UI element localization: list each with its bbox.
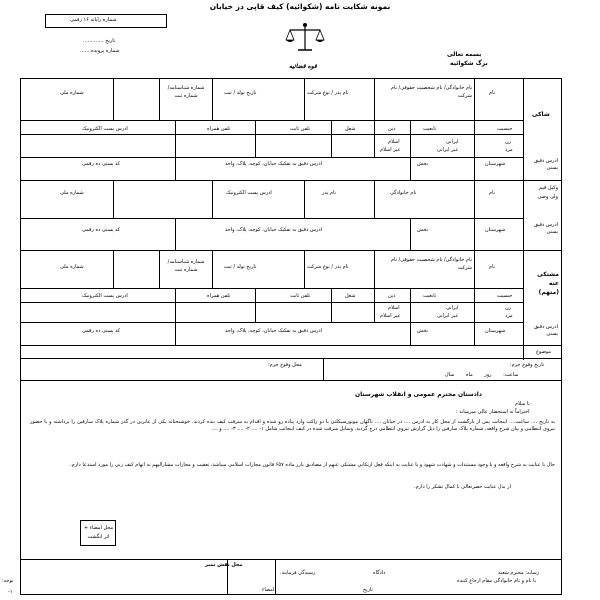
- row-line: [20, 380, 562, 381]
- accused-id-label: شماره شناسنامه/ شماره ثبت: [167, 259, 205, 273]
- ref-number-label: شماره رایانه ۱۶ رقمی: [70, 17, 117, 23]
- col-line: [410, 218, 411, 250]
- complainant-iranian: ایرانی: [446, 139, 459, 145]
- complainant-birth-label: تاریخ تولد / ثبت: [224, 90, 257, 96]
- col-line: [410, 322, 411, 345]
- lawyer-address-label: ادرس دقیق پستی: [533, 222, 558, 235]
- note-label: توجه:: [2, 578, 14, 584]
- col-line: [304, 250, 305, 288]
- col-line: [474, 180, 475, 250]
- col-line: [255, 288, 256, 322]
- col-line: [410, 288, 411, 322]
- bismillah: بسمه تعالی: [447, 51, 482, 58]
- complainant-national-id-label: شماره ملی: [60, 90, 84, 96]
- col-line: [374, 78, 375, 120]
- accused-male: مرد: [505, 313, 513, 319]
- accused-phone-label: تلفن ثابت: [290, 293, 311, 299]
- signature-label: محل امضاء + اثر انگشت: [83, 525, 114, 540]
- complainant-job-label: شغل: [345, 126, 356, 132]
- lawyer-email-label: ادرس پست الکترونیک: [226, 190, 272, 196]
- complainant-gender-label: جنسیت: [497, 126, 513, 132]
- col-line: [227, 559, 228, 595]
- col-line: [275, 559, 276, 595]
- row-line: [20, 157, 523, 158]
- complainant-district-label: بخش: [417, 161, 428, 167]
- row-line: [20, 288, 523, 289]
- complainant-islam: اسلام: [388, 139, 400, 145]
- complainant-family-label: نام خانوادگی/ نام شخصیت حقوقی/ نام شرکت: [390, 85, 472, 99]
- complainant-male: مرد: [505, 147, 513, 153]
- col-line: [212, 250, 213, 288]
- accused-district-label: بخش: [417, 328, 428, 334]
- page-title: نمونه شکایت نامه (شکوائیه) کیف قاپی در خیابان: [209, 2, 391, 11]
- col-line: [304, 180, 305, 218]
- complainant-mobile-label: تلفن همراه: [207, 126, 231, 132]
- col-line: [175, 120, 176, 157]
- col-line: [374, 120, 375, 157]
- col-line: [255, 120, 256, 157]
- logo-text: قوه قضائیه: [289, 63, 317, 70]
- col-line: [374, 180, 375, 218]
- form-name: برگ شکوائیه: [450, 60, 488, 67]
- col-line: [474, 288, 475, 322]
- lawyer-city-label: شهرستان: [485, 227, 506, 233]
- lawyer-family-label: نام خانوادگی: [390, 190, 417, 196]
- row-line: [20, 322, 523, 323]
- greeting: با سلام: [515, 401, 530, 407]
- crime-place-label: محل وقوع جرم:: [268, 362, 302, 368]
- body-paragraph-3: از بذل عنایت حضرتعالی با کمال تشکر را دارم.: [414, 484, 511, 490]
- complainant-phone-label: تلفن ثابت: [290, 126, 311, 132]
- col-line: [212, 78, 213, 120]
- col-line: [113, 78, 114, 120]
- accused-name-label: نام: [489, 264, 496, 270]
- complainant-father-label: نام پدر / نوع شرکت: [307, 90, 349, 96]
- lawyer-section-label: وکیل قیم ولی وصی: [537, 185, 558, 200]
- col-line: [113, 180, 114, 218]
- main-form: [20, 78, 562, 595]
- body-paragraph-1: به تاریخ .... ساعت.... اینجانب پس از بازگشت از محل کار به ادرس .... در خیابان .... تاگهان موتورسیکلتی با دو راکب وارد پیاده رو شده و اقدام به سرقت کیف بنده کردند. خوشبختانه یکی از عابرین در گذر شماره پلاک سارقین را برداشته و با حضور نیروی انتظامی و بیان شرح واقعه، شماره پلاک سارقین را ذیل گزارش نیروی انتظامی درج گردید. وسایل سرقت شده در کیف اینجانب شامل ۱- .... ۲- .... ۳- .... و ....: [30, 419, 555, 432]
- lawyer-father-label: نام پدر: [322, 190, 337, 196]
- accused-islam: اسلام: [388, 305, 400, 311]
- body-paragraph-2: حال با عنایت به شرح واقعه و با وجود مستندات و شهادت شهود و با عنایت به اینکه فعل ارتکابی مشتکی عنهم از مصادیق بارز ماده ۶۵۷ قانون مجازات اسلامی میباشد، تعقیب و مجازات مشارالیهم به اتهام کیف زنی را مورد استدعا دارم.: [70, 462, 555, 468]
- col-line: [331, 120, 332, 157]
- col-line: [175, 157, 176, 180]
- lawyer-full-address-label: ادرس دقیق به تفکیک خیابان، کوچه، پلاک، واحد: [225, 227, 322, 233]
- row-line: [20, 180, 562, 181]
- complainant-city-label: شهرستان: [485, 161, 506, 167]
- complainant-religion-label: دین: [388, 126, 396, 132]
- row-line: [20, 134, 523, 135]
- accused-job-label: شغل: [345, 293, 356, 299]
- row-line: [20, 218, 523, 219]
- complainant-nationality-label: تابعیت: [423, 126, 437, 132]
- complainant-postal-label: کد پستی ده رقمی: [82, 161, 121, 167]
- col-line: [304, 78, 305, 120]
- subject-label: موضوع: [536, 349, 552, 355]
- footer-receipt: رسانه: محترم شعبه: [498, 570, 540, 576]
- col-line: [474, 322, 475, 345]
- date-label: تاریخ .............: [83, 38, 116, 44]
- footer-court: دادگاه: [373, 570, 386, 576]
- addressee: دادستان محترم عمومی و انقلاب شهرستان: [355, 391, 482, 398]
- lawyer-name-label: نام: [489, 190, 496, 196]
- col-line: [474, 250, 475, 288]
- accused-email-label: ادرس پست الکترونیک: [82, 293, 128, 299]
- footer-dispatch: رسیدگی فرمایند.: [280, 570, 316, 576]
- accused-birth-label: تاریخ تولد / ثبت: [224, 264, 257, 270]
- col-line: [159, 78, 160, 120]
- respect-line: احتراماً به استحضار عالی میرساند :: [456, 409, 530, 415]
- note-number: ۱-: [8, 589, 13, 595]
- complainant-address-label: ادرس دقیق پستی: [533, 158, 558, 171]
- complainant-full-address-label: ادرس دقیق به تفکیک خیابان، کوچه، پلاک، واحد: [225, 161, 322, 167]
- accused-nationality-label: تابعیت: [423, 293, 437, 299]
- row-line: [20, 345, 562, 346]
- col-line: [175, 218, 176, 250]
- accused-section-label: مشتکی عنه (متهم): [537, 271, 559, 296]
- complainant-non-islam: غیر اسلام: [380, 147, 401, 153]
- row-line: [20, 559, 562, 560]
- col-line: [175, 288, 176, 322]
- col-line: [474, 120, 475, 157]
- section-col-divider: [523, 78, 524, 360]
- row-line: [20, 302, 523, 303]
- lawyer-district-label: بخش: [417, 227, 428, 233]
- col-line: [212, 180, 213, 218]
- file-number-label: شماره پرونده.......: [80, 48, 120, 54]
- accused-female: زن: [505, 305, 512, 311]
- col-line: [159, 250, 160, 288]
- accused-mobile-label: تلفن همراه: [207, 293, 231, 299]
- lawyer-postal-label: کد پستی ده رقمی: [82, 227, 121, 233]
- row-line: [20, 358, 562, 359]
- accused-city-label: شهرستان: [485, 328, 506, 334]
- col-line: [374, 250, 375, 288]
- complainant-email-label: ادرس پست الکترونیک: [82, 126, 128, 132]
- accused-address-label: ادرس دقیق پستی: [533, 324, 558, 337]
- complainant-section-label: شاکی: [532, 111, 550, 118]
- accused-gender-label: جنسیت: [497, 293, 513, 299]
- accused-national-id-label: شماره ملی: [60, 264, 84, 270]
- row-line: [20, 120, 523, 121]
- accused-non-islam: غیر اسلام: [380, 313, 401, 319]
- col-line: [113, 250, 114, 288]
- accused-full-address-label: ادرس دقیق به تفکیک خیابان، کوچه، پلاک، واحد: [225, 328, 322, 334]
- accused-father-label: نام پدر / نوع شرکت: [307, 264, 349, 270]
- accused-non-iranian: غیر ایرانی: [437, 313, 458, 319]
- complainant-non-iranian: غیر ایرانی: [437, 147, 458, 153]
- stamp-place-label: محل نقش تمبر: [205, 562, 243, 568]
- complainant-name-label: نام: [489, 90, 496, 96]
- row-line: [20, 250, 562, 251]
- accused-postal-label: کد پستی ده رقمی: [82, 328, 121, 334]
- footer-sign: امضاء: [262, 587, 275, 593]
- accused-religion-label: دین: [388, 293, 396, 299]
- footer-tracking: با نام و نام خانوادگی مقام ارجاع کننده: [457, 578, 537, 584]
- col-line: [474, 78, 475, 120]
- judiciary-logo: [282, 20, 328, 64]
- footer-date: تاریخ: [363, 587, 373, 593]
- col-line: [410, 157, 411, 180]
- lawyer-national-id-label: شماره ملی: [60, 190, 84, 196]
- col-line: [474, 157, 475, 180]
- col-line: [175, 322, 176, 345]
- col-line: [331, 288, 332, 322]
- accused-family-label: نام خانوادگی/ نام شخصیت حقوقی/ نام شرکت: [390, 257, 472, 271]
- complainant-id-label: شماره شناسنامه/ شماره ثبت: [167, 85, 205, 99]
- col-line: [410, 120, 411, 157]
- col-line: [323, 358, 324, 380]
- accused-iranian: ایرانی: [446, 305, 459, 311]
- col-line: [374, 288, 375, 322]
- crime-date-label: تاریخ وقوع جرم:: [510, 362, 545, 368]
- complainant-female: زن: [505, 139, 512, 145]
- crime-time-label: ساعت: روز ماه سال: [445, 372, 519, 378]
